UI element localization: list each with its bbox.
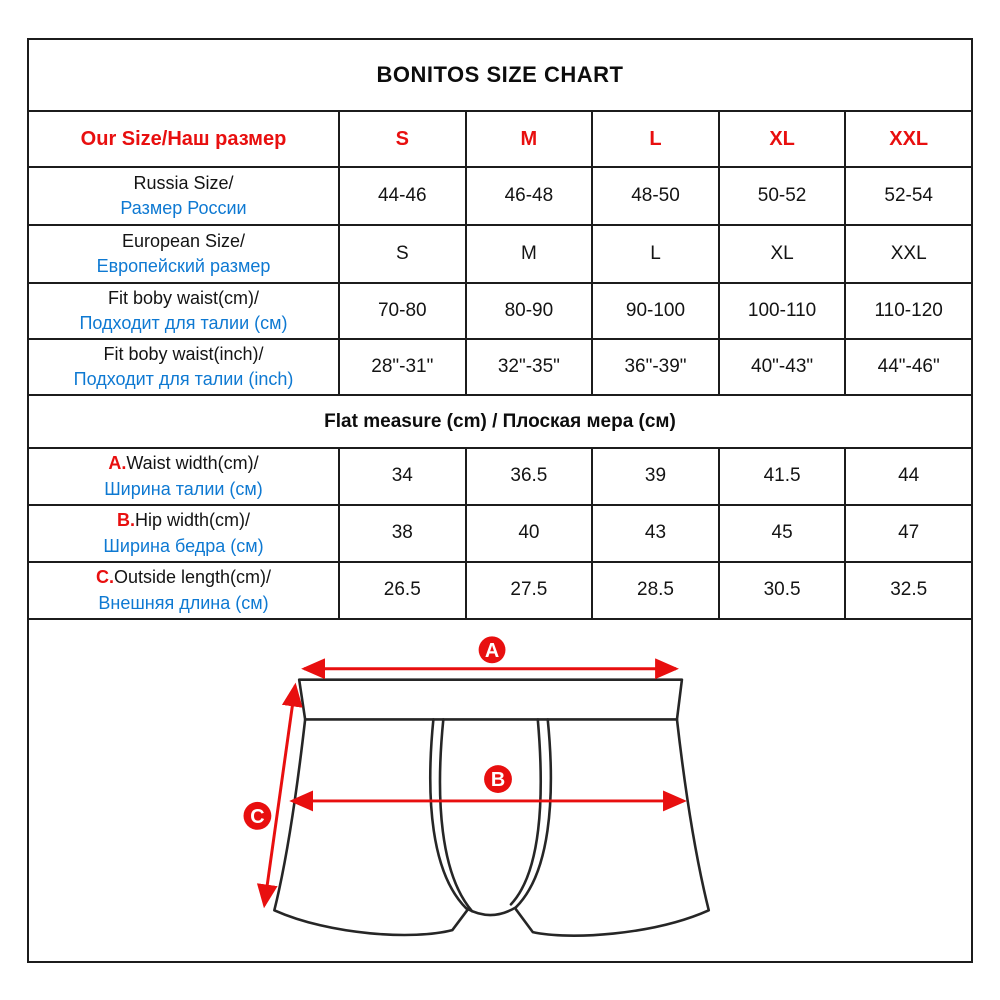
row-label-ru: Внешняя длина (см) <box>98 592 269 613</box>
value-cell <box>844 226 971 282</box>
table-row-fit-waist-inch <box>29 338 971 394</box>
measure-letter-b: B. <box>116 510 135 531</box>
row-label-ru: Размер России <box>120 198 247 218</box>
measure-arrows-group <box>264 669 684 906</box>
value-cell <box>338 226 465 282</box>
value-cell <box>718 284 845 338</box>
row-label-en-text: Hip width(cm)/ <box>134 510 250 531</box>
value-cell <box>338 284 465 338</box>
waistband-outline <box>299 680 682 720</box>
cell-value: 40 <box>518 522 540 544</box>
cell-value: L <box>650 242 661 264</box>
row-label-ru: Ширина бедра (см) <box>103 535 264 556</box>
measurement-diagram-area <box>29 618 971 961</box>
cell-value: 27.5 <box>510 579 548 601</box>
value-cell <box>591 168 718 224</box>
shorts-outline-group <box>274 680 708 936</box>
cell-value: 40"-43" <box>751 355 814 377</box>
row-label-en <box>96 565 271 590</box>
cell-value: 30.5 <box>763 579 801 601</box>
row-label-cell <box>29 226 338 282</box>
value-cell <box>465 226 592 282</box>
value-cell <box>338 340 465 394</box>
row-label-cell <box>29 563 338 618</box>
row-label-cell <box>29 449 338 504</box>
cell-value: 44"-46" <box>877 355 940 377</box>
size-m: M <box>520 128 538 150</box>
cell-value: 47 <box>898 522 920 544</box>
value-cell <box>591 563 718 618</box>
row-label-en <box>108 451 258 476</box>
row-label-en-text: Outside length(cm)/ <box>113 567 272 588</box>
row-label-cell <box>29 340 338 394</box>
cell-value: 46-48 <box>504 184 554 206</box>
size-l: L <box>649 128 662 150</box>
cell-value: S <box>395 242 409 264</box>
row-label-en <box>117 508 250 533</box>
right-leg-outline <box>516 719 709 935</box>
row-label-cell <box>29 506 338 561</box>
boxer-shorts-diagram <box>29 620 971 961</box>
measure-letter-a: A. <box>108 453 127 474</box>
size-chart-frame <box>27 38 973 963</box>
flat-measure-section-row <box>29 394 971 447</box>
cell-value: M <box>520 242 537 264</box>
row-label-en: European Size/ <box>121 230 246 251</box>
badge-letter-c: C <box>250 805 265 828</box>
table-row-outside-length <box>29 561 971 618</box>
value-cell <box>465 284 592 338</box>
header-label: Our Size/Наш размер <box>80 128 287 150</box>
value-cell <box>338 168 465 224</box>
value-cell <box>591 506 718 561</box>
cell-value: XL <box>770 242 794 264</box>
size-header-row <box>29 110 971 166</box>
header-size-cell <box>591 112 718 166</box>
cell-value: 52-54 <box>884 184 933 206</box>
pouch-left-inner-seam <box>440 719 472 911</box>
left-leg-outline <box>274 719 467 935</box>
size-s: S <box>395 128 409 150</box>
cell-value: 39 <box>644 465 667 487</box>
value-cell <box>844 563 971 618</box>
cell-value: 26.5 <box>383 579 421 601</box>
row-label-cell <box>29 168 338 224</box>
value-cell <box>844 449 971 504</box>
table-row-waist-width <box>29 447 971 504</box>
table-row-european-size <box>29 224 971 282</box>
cell-value: 80-90 <box>504 299 554 321</box>
measure-letter-c: C. <box>95 567 114 588</box>
cell-value: 28.5 <box>637 579 674 601</box>
cell-value: 34 <box>391 465 413 487</box>
cell-value: 90-100 <box>625 299 686 321</box>
row-label-en: Fit boby waist(inch)/ <box>103 343 264 364</box>
chart-title-row <box>29 40 971 110</box>
chart-title: BONITOS SIZE CHART <box>376 62 624 87</box>
flat-measure-title: Flat measure (cm) / Плоская мера (см) <box>324 410 676 432</box>
header-size-cell <box>718 112 845 166</box>
value-cell <box>844 506 971 561</box>
pouch-right-outer-seam <box>516 719 551 907</box>
cell-value: 100-110 <box>747 299 817 321</box>
cell-value: 110-120 <box>874 299 943 321</box>
table-row-russia-size <box>29 166 971 224</box>
row-label-ru: Ширина талии (см) <box>104 478 263 499</box>
value-cell <box>844 284 971 338</box>
cell-value: 44 <box>898 465 920 487</box>
value-cell <box>465 563 592 618</box>
value-cell <box>718 563 845 618</box>
value-cell <box>591 449 718 504</box>
value-cell <box>465 449 592 504</box>
header-size-cell <box>844 112 971 166</box>
measure-arrow-c <box>264 686 295 906</box>
row-label-en: Russia Size/ <box>133 172 234 193</box>
cell-value: 41.5 <box>763 465 801 487</box>
value-cell <box>718 340 845 394</box>
value-cell <box>591 284 718 338</box>
cell-value: 48-50 <box>631 184 680 206</box>
cell-value: XXL <box>890 242 927 264</box>
row-label-cell <box>29 284 338 338</box>
row-label-ru: Подходит для талии (inch) <box>73 369 294 389</box>
row-label-en-text: Waist width(cm)/ <box>126 453 259 474</box>
row-label-ru: Европейский размер <box>96 256 271 276</box>
cell-value: 44-46 <box>377 184 427 206</box>
row-label-ru: Подходит для талии (см) <box>79 313 288 333</box>
value-cell <box>591 340 718 394</box>
value-cell <box>338 506 465 561</box>
value-cell <box>718 449 845 504</box>
cell-value: 32"-35" <box>497 355 560 377</box>
table-row-hip-width <box>29 504 971 561</box>
row-label-en: Fit boby waist(cm)/ <box>107 287 260 308</box>
value-cell <box>718 226 845 282</box>
value-cell <box>465 506 592 561</box>
table-row-fit-waist-cm <box>29 282 971 338</box>
header-size-cell <box>465 112 592 166</box>
header-size-cell <box>338 112 465 166</box>
header-label-cell <box>29 112 338 166</box>
value-cell <box>338 563 465 618</box>
pouch-bottom-seam <box>466 907 516 915</box>
value-cell <box>718 506 845 561</box>
cell-value: 43 <box>644 522 667 544</box>
cell-value: 38 <box>391 522 413 544</box>
size-xxl: XXL <box>889 128 929 150</box>
value-cell <box>844 168 971 224</box>
cell-value: 36.5 <box>510 465 548 487</box>
value-cell <box>844 340 971 394</box>
badge-letter-a: A <box>484 639 500 662</box>
value-cell <box>465 340 592 394</box>
cell-value: 32.5 <box>890 579 928 601</box>
value-cell <box>338 449 465 504</box>
badge-letter-b: B <box>490 769 506 792</box>
size-xl: XL <box>769 128 795 150</box>
cell-value: 50-52 <box>757 184 807 206</box>
cell-value: 36"-39" <box>624 355 687 377</box>
value-cell <box>591 226 718 282</box>
pouch-left-outer-seam <box>430 719 466 908</box>
cell-value: 70-80 <box>377 299 427 321</box>
value-cell <box>718 168 845 224</box>
value-cell <box>465 168 592 224</box>
cell-value: 28"-31" <box>371 355 434 377</box>
cell-value: 45 <box>771 522 793 544</box>
